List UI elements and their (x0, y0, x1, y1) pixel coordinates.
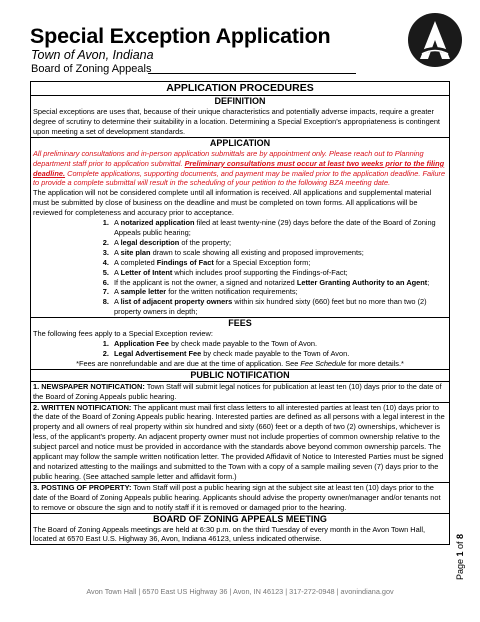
requirements-list (31, 218, 449, 317)
list-item: 6. If the applicant is not the owner, a signed and notarized Letter Granting Authority to an Agent; (111, 278, 449, 288)
fees-heading: FEES (228, 318, 252, 329)
list-item: 2. A legal description of the property; (111, 238, 449, 248)
public-notification-section (31, 370, 449, 382)
list-item: 1. Application Fee by check made payable to the Town of Avon. (111, 339, 449, 349)
meeting-section (31, 514, 449, 545)
application-section (31, 138, 449, 318)
notification-heading: PUBLIC NOTIFICATION (190, 369, 290, 380)
avon-logo-icon (407, 12, 463, 68)
list-item: 1. A notarized application filed at least twenty-nine (29) days before the date of the Board of Zoning Appeals public hearing; (111, 218, 449, 238)
newspaper-notification: 1. NEWSPAPER NOTIFICATION: Town Staff will submit legal notices for publication at least ten (10) days prior to the date of the Board of Zoning Appeals public hearing. (31, 382, 449, 403)
posting-of-property: 3. POSTING OF PROPERTY: Town Staff will post a public hearing sign at the subject site at least ten (10) days prior to the date of the Board of Zoning Appeals public hearing. Applicants should advise the property owner/manager and/or tenants not to remove or obscure the sign and to notify staff if it is removed or damaged prior to the hearing. (31, 483, 449, 514)
definition-text: Special exceptions are uses that, because of their unique characteristics and potentially adverse impacts, require a greater degree of scrutiny to determine their suitability in a location. Determining a Special Exception’s appropriateness is contingent upon meeting a set of development standards. (33, 107, 440, 136)
list-item: 7. A sample letter for the written notification requirements; (111, 287, 449, 297)
fees-note: *Fees are nonrefundable and are due at the time of application. See Fee Schedule for more details.* (76, 358, 404, 368)
procedures-title-section (31, 82, 449, 96)
list-item: 8. A list of adjacent property owners within six hundred sixty (660) feet but no more than two (2) property owners in depth; (111, 297, 449, 317)
application-heading: APPLICATION (209, 137, 271, 148)
list-item: 2. Legal Advertisement Fee by check made payable to the Town of Avon. (111, 349, 449, 359)
page-subtitle: Town of Avon, Indiana (31, 48, 154, 62)
page-number: Page 1 of 8 (455, 533, 465, 580)
page-title: Special Exception Application (30, 24, 331, 48)
meeting-text: The Board of Zoning Appeals meetings are held at 6:30 p.m. on the third Tuesday of every month in the Avon Town Hall, located at 6570 East U.S. Highway 36, Avon, Indiana 46123, unless indicated otherwise. (33, 524, 426, 544)
definition-heading: DEFINITION (214, 96, 266, 106)
definition-section (31, 96, 449, 138)
fees-intro: The following fees apply to a Special Exception review: (33, 329, 213, 339)
procedures-title: APPLICATION PROCEDURES (166, 82, 314, 94)
list-item: 3. A site plan drawn to scale showing all existing and proposed improvements; (111, 248, 449, 258)
board-label: Board of Zoning Appeals (31, 63, 152, 75)
consultation-deadline-notice: Preliminary consultations must occur at least two weeks prior to the filing deadline. (33, 158, 445, 178)
footer-contact: Avon Town Hall | 6570 East US Highway 36 | Avon, IN 46123 | 317-272-0948 | avonindiana.gov (86, 587, 394, 596)
appointment-notice: All preliminary consultations and in-person application submittals are by appointment only. Please reach out to Planning department staff prior to application submittal. Preliminary consultations must occur at least two weeks prior to the filing deadline. Complete applications, supporting documents, and payment may be mailed prior to the application deadline. Failure to provide a complete submittal will result in the scheduling of your petition to the following BZA meeting date. (33, 148, 446, 188)
meeting-heading: BOARD OF ZONING APPEALS MEETING (153, 513, 327, 524)
completeness-text: The application will not be considered complete until all information is received. All applications and supplemental material must be submitted by close of business on the deadline and must be completed on town forms. All applications will be reviewed for completeness and accuracy prior to acceptance. (33, 188, 432, 218)
written-notification: 2. WRITTEN NOTIFICATION: The applicant must mail first class letters to all interested parties at least ten (10) days prior to the date of the Board of Zoning Appeals public hearing. Interested parties are defined as all persons with a legal interest in the property and all owners of real property within six hundred and sixty (660) feet or a depth of two (2) ownerships, whichever is less, of the applicant’s property. An adjacent property owner must not include properties of common ownership relative to the subject parcel and notice must be provided in accordance with the standards above beyond common ownership parcels. The applicant may follow the sample written notification letter. The provided Affidavit of Notice to Interested Parties must be signed and notarized attesting to the mailings and submitted to the Town with a copy of a sample mailing seven (7) days prior to the public hearing. (See attached sample letter and affidavit form.) (31, 403, 449, 483)
fees-list (31, 339, 449, 359)
list-item: 5. A Letter of Intent which includes proof supporting the Findings-of-Fact; (111, 268, 449, 278)
list-item: 4. A completed Findings of Fact for a Special Exception form; (111, 258, 449, 268)
fees-section (31, 318, 449, 370)
application-procedures (30, 81, 450, 545)
board-underline (148, 73, 356, 74)
